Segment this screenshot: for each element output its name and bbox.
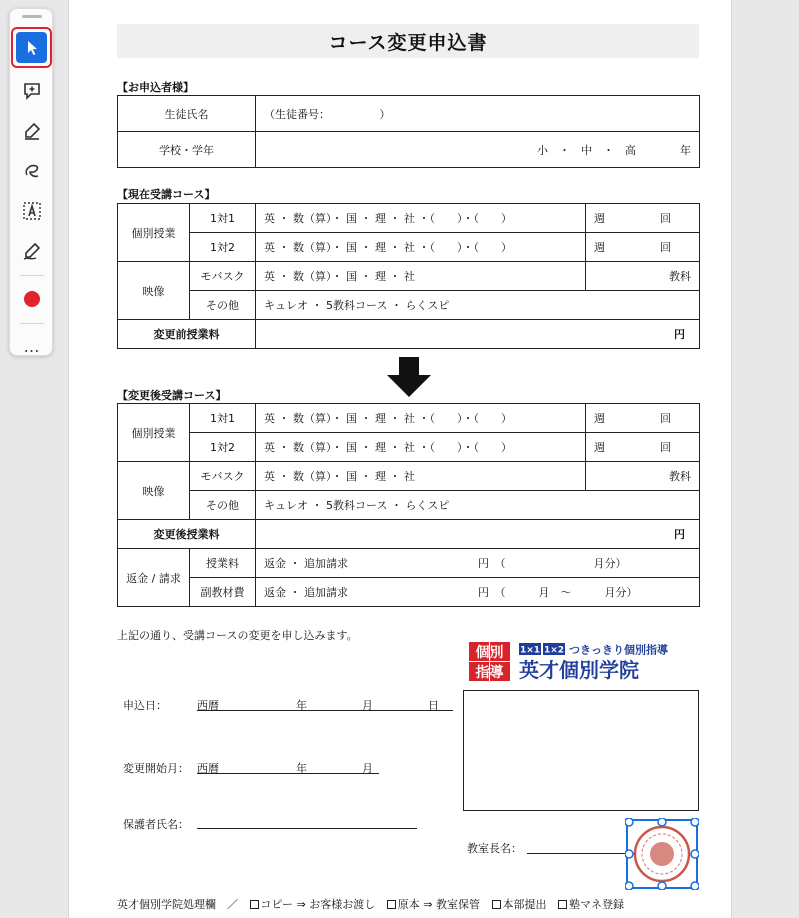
- table-row: [118, 549, 700, 578]
- logo-tag-1x1: 1×1: [519, 645, 541, 656]
- video-label: 映像: [118, 462, 190, 520]
- highlight-button[interactable]: [16, 115, 48, 147]
- add-comment-button[interactable]: [16, 75, 48, 107]
- checkbox-jukumane[interactable]: [558, 900, 567, 909]
- other-courses-field[interactable]: キュレオ ・ 5教科コース ・ らくスピ: [256, 291, 700, 320]
- individual-label: 個別授業: [118, 204, 190, 262]
- more-icon: …: [23, 337, 41, 356]
- document-page: [68, 0, 732, 918]
- subjects-field[interactable]: 英 ・ 数（算）・ 国 ・ 理 ・ 社 ・（ ）・（ ）: [256, 404, 586, 433]
- school-logo-graphic: [469, 640, 699, 686]
- logo-badge-bottom: 指導: [475, 665, 504, 681]
- option-original: 原本 ⇒ 教室保管: [397, 898, 480, 911]
- per-week-field[interactable]: 週 回: [586, 404, 700, 433]
- highlighter-icon: [22, 121, 42, 141]
- freehand-draw-icon: [22, 161, 42, 181]
- application-date-label: 申込日：: [123, 699, 167, 712]
- subjects-field[interactable]: 英 ・ 数（算）・ 国 ・ 理 ・ 社 ・（ ）・（ ）: [256, 204, 586, 233]
- table-row: [118, 404, 700, 433]
- other-courses-field[interactable]: キュレオ ・ 5教科コース ・ らくスピ: [256, 491, 700, 520]
- cursor-arrow-icon: [16, 32, 47, 63]
- sign-button[interactable]: [16, 235, 48, 267]
- toolbar-divider: [20, 323, 44, 324]
- table-row: [118, 204, 700, 233]
- table-row: [118, 520, 700, 549]
- annotation-toolbar: [9, 8, 53, 356]
- text-box-icon: [22, 201, 42, 221]
- video-label: 映像: [118, 262, 190, 320]
- checkbox-hq[interactable]: [492, 900, 501, 909]
- table-row: [118, 578, 700, 607]
- materials-label: 副教材費: [190, 578, 256, 607]
- fee-after-label: 変更後授業料: [118, 520, 256, 549]
- stamp-seal-icon: [625, 818, 699, 890]
- video-subjects-field[interactable]: 英 ・ 数（算）・ 国 ・ 理 ・ 社: [256, 462, 586, 491]
- mobasuku-label: モバスク: [190, 462, 256, 491]
- guardian-label: 保護者氏名：: [123, 818, 189, 831]
- signature-pen-icon: [22, 241, 42, 261]
- option-hq: 本部提出: [502, 898, 547, 911]
- section-label-applicant: 【お申込者様】: [117, 81, 194, 94]
- per-week-field[interactable]: 週 回: [586, 204, 700, 233]
- logo-school-name: 英才個別学院: [519, 658, 639, 682]
- add-comment-icon: [22, 81, 42, 101]
- materials-value: 返金 ・ 追加請求: [264, 586, 348, 599]
- fee-after-field[interactable]: 円: [256, 520, 700, 549]
- table-row: [118, 320, 700, 349]
- logo-badge-top: 個別: [475, 645, 504, 661]
- color-picker-button[interactable]: [16, 283, 48, 315]
- per-week-field[interactable]: 週 回: [586, 233, 700, 262]
- subject-count-field[interactable]: 教科: [586, 462, 700, 491]
- table-row: [118, 233, 700, 262]
- table-row: [118, 291, 700, 320]
- principal-name-field[interactable]: [527, 853, 635, 854]
- fee-before-label: 変更前授業料: [118, 320, 256, 349]
- checkbox-original[interactable]: [387, 900, 396, 909]
- section-label-current-course: 【現在受講コース】: [117, 188, 216, 201]
- student-name-field[interactable]: [256, 96, 700, 132]
- per-week-field[interactable]: 週 回: [586, 433, 700, 462]
- logo-tag-1x2: 1×2: [543, 645, 565, 656]
- stamp-annotation[interactable]: [625, 818, 699, 890]
- text-box-button[interactable]: [16, 195, 48, 227]
- checkbox-copy[interactable]: [250, 900, 259, 909]
- mobasuku-label: モバスク: [190, 262, 256, 291]
- school-grade-label: 学校・学年: [118, 132, 256, 168]
- materials-field[interactable]: [256, 578, 700, 607]
- statement-text: 上記の通り、受講コースの変更を申し込みます。: [117, 629, 358, 642]
- other-label: その他: [190, 491, 256, 520]
- one-to-one-label: 1対1: [190, 204, 256, 233]
- fee-before-field[interactable]: 円: [256, 320, 700, 349]
- applicant-table: [117, 95, 700, 168]
- materials-amount: 円 （ 月 ～ 月分）: [478, 586, 638, 599]
- tuition-label: 授業料: [190, 549, 256, 578]
- new-course-table: [117, 403, 700, 607]
- student-name-label: 生徒氏名: [118, 96, 256, 132]
- start-month-underline: [197, 773, 379, 774]
- school-logo: [469, 640, 699, 686]
- start-month-value[interactable]: 西暦 年 月: [197, 762, 373, 775]
- select-tool-button[interactable]: [11, 27, 52, 68]
- table-row: [118, 491, 700, 520]
- seal-box[interactable]: [463, 690, 699, 811]
- tuition-field[interactable]: [256, 549, 700, 578]
- option-jukumane: 塾マネ登録: [569, 898, 624, 911]
- individual-label: 個別授業: [118, 404, 190, 462]
- one-to-two-label: 1対2: [190, 433, 256, 462]
- table-row: [118, 132, 700, 168]
- arrow-down-icon: [385, 357, 433, 397]
- table-row: [118, 462, 700, 491]
- refund-label: 返金 / 請求: [118, 549, 190, 607]
- subjects-field[interactable]: 英 ・ 数（算）・ 国 ・ 理 ・ 社 ・（ ）・（ ）: [256, 233, 586, 262]
- application-date-underline: [197, 710, 453, 711]
- start-month-label: 変更開始月：: [123, 762, 189, 775]
- application-date-value[interactable]: 西暦 年 月 日: [197, 699, 439, 712]
- office-use-row: [117, 896, 624, 912]
- one-to-two-label: 1対2: [190, 233, 256, 262]
- current-course-table: [117, 203, 700, 349]
- office-use-label: 英才個別学院処理欄 ／: [117, 898, 238, 911]
- guardian-name-field[interactable]: [197, 828, 417, 829]
- tuition-amount: 円 （ 月分）: [478, 557, 627, 570]
- principal-label: 教室長名：: [467, 842, 522, 855]
- logo-tagline: つきっきり個別指導: [569, 643, 668, 657]
- table-row: [118, 433, 700, 462]
- section-label-new-course: 【変更後受講コース】: [117, 389, 227, 402]
- tuition-value: 返金 ・ 追加請求: [264, 557, 348, 570]
- draw-button[interactable]: [16, 155, 48, 187]
- toolbar-drag-handle[interactable]: [22, 15, 42, 18]
- color-dot-icon: [24, 291, 40, 307]
- option-copy: コピー ⇒ お客様お渡し: [260, 898, 376, 911]
- subject-count-field[interactable]: 教科: [586, 262, 700, 291]
- subjects-field[interactable]: 英 ・ 数（算）・ 国 ・ 理 ・ 社 ・（ ）・（ ）: [256, 433, 586, 462]
- more-tools-button[interactable]: [16, 331, 48, 363]
- table-row: [118, 96, 700, 132]
- document-title: コース変更申込書: [117, 24, 699, 58]
- toolbar-divider: [20, 275, 44, 276]
- table-row: [118, 262, 700, 291]
- school-grade-field[interactable]: 小 ・ 中 ・ 高 年: [256, 132, 700, 168]
- other-label: その他: [190, 291, 256, 320]
- video-subjects-field[interactable]: 英 ・ 数（算）・ 国 ・ 理 ・ 社: [256, 262, 586, 291]
- one-to-one-label: 1対1: [190, 404, 256, 433]
- student-number-field: （生徒番号： ）: [264, 107, 391, 121]
